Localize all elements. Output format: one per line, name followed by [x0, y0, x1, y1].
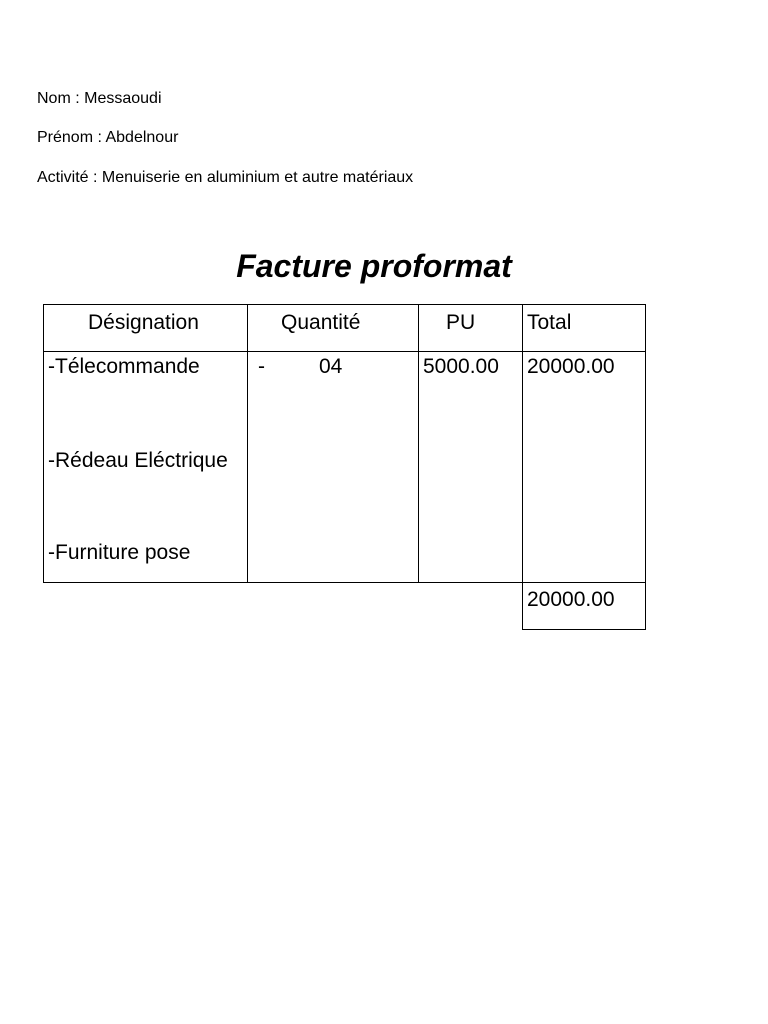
column-header-total: Total: [527, 311, 572, 334]
nom-line: Nom : Messaoudi: [37, 90, 162, 107]
grand-total-value: 20000.00: [527, 588, 615, 611]
prenom-line: Prénom : Abdelnour: [37, 129, 179, 146]
pu-cell: [418, 351, 523, 583]
designation-item: -Rédeau Eléctrique: [48, 449, 228, 472]
designation-item: -Furniture pose: [48, 541, 191, 564]
total-cell: [522, 351, 646, 583]
header-cell-pu: [418, 304, 523, 352]
quantity-dash: -: [258, 355, 265, 378]
pu-value: 5000.00: [423, 355, 499, 378]
header-cell-quantite: [247, 304, 419, 352]
activite-line: Activité : Menuiserie en aluminium et autre matériaux: [37, 169, 414, 186]
designation-item: -Télecommande: [48, 355, 200, 378]
column-header-quantite: Quantité: [281, 311, 361, 334]
grand-total-cell: [522, 582, 646, 630]
header-cell-total: [522, 304, 646, 352]
total-value: 20000.00: [527, 355, 615, 378]
column-header-designation: Désignation: [88, 311, 199, 334]
quantity-value: 04: [319, 355, 343, 378]
designation-cell: [43, 351, 248, 583]
quantite-cell: [247, 351, 419, 583]
column-header-pu: PU: [446, 311, 476, 334]
header-cell-designation: [43, 304, 248, 352]
invoice-title: Facture proformat: [236, 248, 512, 284]
